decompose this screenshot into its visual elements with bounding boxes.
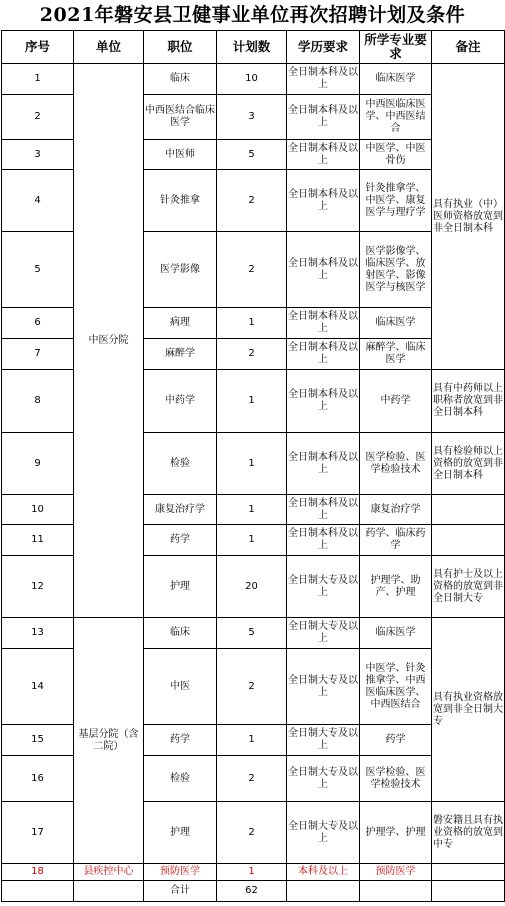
- cell-major: 医学检验、医学检验技术: [360, 433, 432, 495]
- cell-no: 1: [2, 64, 74, 95]
- table-row-highlighted: [2, 864, 505, 881]
- cell-count: 2: [217, 649, 287, 725]
- cell-unit: 中医分院: [74, 64, 144, 618]
- cell-count: 2: [217, 232, 287, 308]
- cell-no: 14: [2, 649, 74, 725]
- cell-major: 中西医临床医学、中西医结合: [360, 95, 432, 140]
- cell-no: 5: [2, 232, 74, 308]
- cell-education: 全日制本科及以上: [287, 95, 360, 140]
- page-title: 2021年磐安县卫健事业单位再次招聘计划及条件: [39, 4, 466, 26]
- cell-count: 1: [217, 370, 287, 433]
- cell-note: 具有执业（中）医师资格放宽到非全日制本科: [432, 64, 505, 370]
- cell-unit: 县疾控中心: [74, 864, 144, 881]
- cell-no: 11: [2, 525, 74, 556]
- total-label: 合计: [144, 881, 217, 902]
- cell-position: 护理: [144, 802, 217, 864]
- total-row: [2, 881, 505, 902]
- table-row: [2, 618, 505, 649]
- cell-no: 3: [2, 140, 74, 170]
- cell-major: 药学、临床药学: [360, 525, 432, 556]
- cell-education: 全日制本科及以上: [287, 232, 360, 308]
- cell-no: 16: [2, 756, 74, 802]
- cell-no: 2: [2, 95, 74, 140]
- cell-count: 1: [217, 308, 287, 339]
- cell-count: 5: [217, 618, 287, 649]
- cell-major: 医学检验、医学检验技术: [360, 756, 432, 802]
- cell-note: 具有检验师以上资格的放宽到非全日制本科: [432, 433, 505, 495]
- cell-major: 护理学、护理: [360, 802, 432, 864]
- cell-major: 针灸推拿学、中医学、康复医学与理疗学: [360, 170, 432, 232]
- cell-major: 中药学: [360, 370, 432, 433]
- cell-education: 全日制本科及以上: [287, 433, 360, 495]
- cell-major: 临床医学: [360, 308, 432, 339]
- cell-no: 13: [2, 618, 74, 649]
- cell-education: [287, 881, 360, 902]
- cell-position: 中西医结合临床医学: [144, 95, 217, 140]
- cell-no: 7: [2, 339, 74, 370]
- cell-position: 临床: [144, 64, 217, 95]
- cell-count: 20: [217, 556, 287, 618]
- header-count: 计划数: [217, 31, 287, 64]
- table-row: [2, 64, 505, 95]
- cell-position: 康复治疗学: [144, 495, 217, 525]
- header-major: 所学专业要求: [360, 31, 432, 64]
- cell-no: 8: [2, 370, 74, 433]
- cell-position: 临床: [144, 618, 217, 649]
- cell-education: 全日制本科及以上: [287, 525, 360, 556]
- cell-position: 检验: [144, 756, 217, 802]
- cell-count: 1: [217, 433, 287, 495]
- cell-no: 10: [2, 495, 74, 525]
- cell-count: 1: [217, 525, 287, 556]
- cell-count: 3: [217, 95, 287, 140]
- cell-count: 5: [217, 140, 287, 170]
- cell-no: 4: [2, 170, 74, 232]
- cell-count: 2: [217, 802, 287, 864]
- cell-major: [360, 881, 432, 902]
- cell-major: 药学: [360, 725, 432, 756]
- cell-no: 17: [2, 802, 74, 864]
- cell-position: 预防医学: [144, 864, 217, 881]
- header-unit: 单位: [74, 31, 144, 64]
- cell-note: 具有中药师以上职称者放宽到非全日制本科: [432, 370, 505, 433]
- cell-count: 1: [217, 725, 287, 756]
- cell-major: 麻醉学、临床医学: [360, 339, 432, 370]
- cell-note: [432, 864, 505, 881]
- cell-major: 护理学、助产、护理: [360, 556, 432, 618]
- header-position: 职位: [144, 31, 217, 64]
- cell-major: 临床医学: [360, 64, 432, 95]
- cell-position: 检验: [144, 433, 217, 495]
- cell-count: 2: [217, 339, 287, 370]
- header-no: 序号: [2, 31, 74, 64]
- cell-position: 病理: [144, 308, 217, 339]
- cell-no: 12: [2, 556, 74, 618]
- cell-no: 9: [2, 433, 74, 495]
- cell-major: 中医学、中医骨伤: [360, 140, 432, 170]
- header-row: [2, 31, 505, 64]
- cell-position: 中医师: [144, 140, 217, 170]
- cell-education: 本科及以上: [287, 864, 360, 881]
- cell-no: 18: [2, 864, 74, 881]
- cell-position: 药学: [144, 525, 217, 556]
- cell-major: 中医学、针灸推拿学、中西医临床医学、中西医结合: [360, 649, 432, 725]
- cell-major: 预防医学: [360, 864, 432, 881]
- cell-count: 2: [217, 170, 287, 232]
- cell-education: 全日制大专及以上: [287, 618, 360, 649]
- recruitment-table: [1, 30, 505, 902]
- cell-note: 具有护士及以上资格的放宽到非全日制大专: [432, 556, 505, 618]
- cell-note: [432, 881, 505, 902]
- cell-no: 6: [2, 308, 74, 339]
- cell-major: 康复治疗学: [360, 495, 432, 525]
- cell-note: [432, 525, 505, 556]
- cell-note: [432, 495, 505, 525]
- cell-education: 全日制本科及以上: [287, 64, 360, 95]
- cell-position: 医学影像: [144, 232, 217, 308]
- cell-position: 针灸推拿: [144, 170, 217, 232]
- cell-unit: 基层分院（含二院）: [74, 618, 144, 864]
- cell-note: 具有执业资格放宽到非全日制大专: [432, 618, 505, 802]
- cell-education: 全日制大专及以上: [287, 725, 360, 756]
- cell-education: 全日制本科及以上: [287, 495, 360, 525]
- cell-position: 药学: [144, 725, 217, 756]
- cell-count: 1: [217, 495, 287, 525]
- cell-position: 中药学: [144, 370, 217, 433]
- cell-education: 全日制大专及以上: [287, 756, 360, 802]
- cell-no: 15: [2, 725, 74, 756]
- cell-education: 全日制本科及以上: [287, 170, 360, 232]
- cell-major: 医学影像学、临床医学、放射医学、影像医学与核医学: [360, 232, 432, 308]
- cell-education: 全日制本科及以上: [287, 370, 360, 433]
- cell-count: 1: [217, 864, 287, 881]
- header-note: 备注: [432, 31, 505, 64]
- cell-no: [2, 881, 74, 902]
- header-education: 学历要求: [287, 31, 360, 64]
- cell-position: 护理: [144, 556, 217, 618]
- cell-unit: [74, 881, 144, 902]
- total-count: 62: [217, 881, 287, 902]
- cell-education: 全日制大专及以上: [287, 556, 360, 618]
- cell-note: 磐安籍且具有执业资格的放宽到中专: [432, 802, 505, 864]
- cell-education: 全日制本科及以上: [287, 140, 360, 170]
- cell-education: 全日制大专及以上: [287, 649, 360, 725]
- cell-education: 全日制大专及以上: [287, 802, 360, 864]
- cell-count: 10: [217, 64, 287, 95]
- cell-major: 临床医学: [360, 618, 432, 649]
- cell-education: 全日制本科及以上: [287, 308, 360, 339]
- cell-position: 中医: [144, 649, 217, 725]
- cell-count: 2: [217, 756, 287, 802]
- cell-education: 全日制本科及以上: [287, 339, 360, 370]
- cell-position: 麻醉学: [144, 339, 217, 370]
